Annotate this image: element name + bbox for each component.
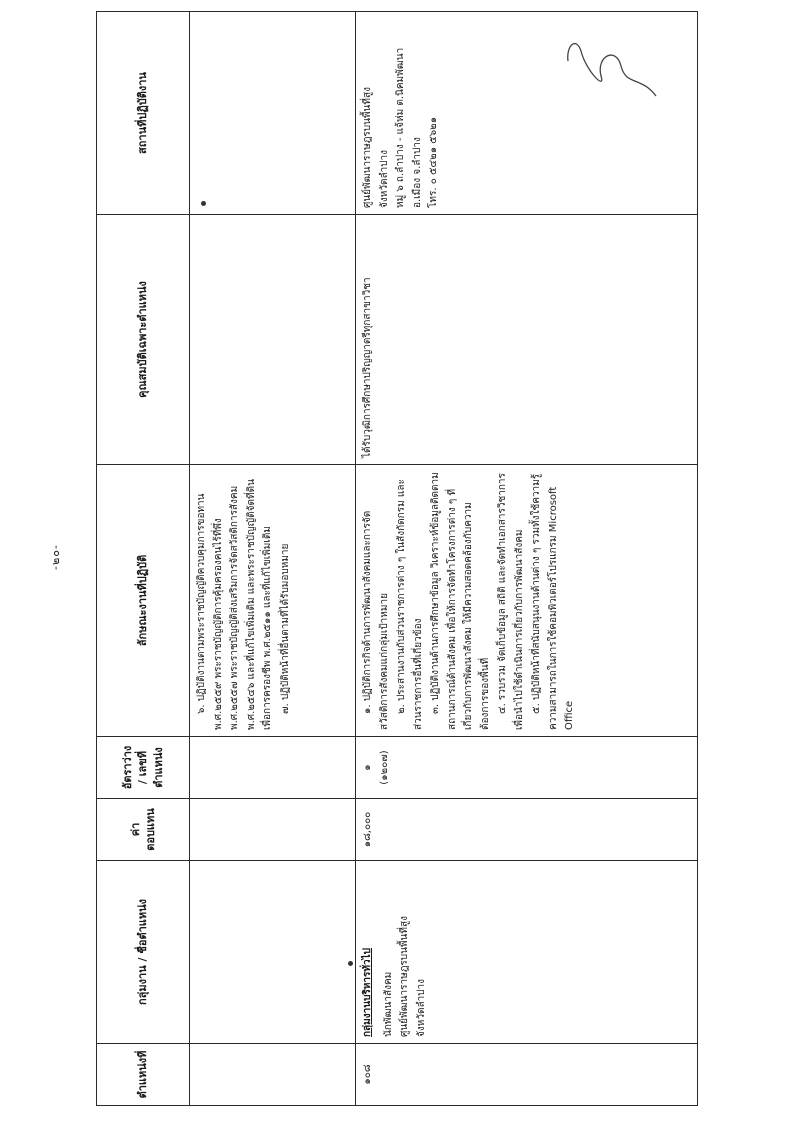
duty-item: ๔. รวบรวม จัดเก็บข้อมูล สถิติ และจัดทำเอกสารวิชาการ เพื่อนำไปใช้ดำเนินการเกี่ยวกับการพัฒนาสังคม xyxy=(497,473,525,730)
duty-item: ๕. ปฏิบัติหน้าที่สนับสนุนงานด้านต่าง ๆ รวมทั้งใช้ความรู้ความสามารถในการใช้คอมพิวเตอร์โปรแกรม Microsoft Office xyxy=(531,473,575,730)
continued-salary xyxy=(190,799,356,861)
group-cell xyxy=(356,861,698,1044)
duty-item: ๑. ปฏิบัติการกิจด้านการพัฒนาสังคมและการจัดสวัสดิการสังคมแก่กลุ่มเป้าหมาย xyxy=(362,510,390,730)
header-duties: ลักษณะงานที่ปฏิบัติ xyxy=(97,465,190,737)
table-header-row xyxy=(97,12,190,1106)
duty-item: ๒. ประสานงานกับส่วนราชการต่าง ๆ ในสังกัดกรม และส่วนราชการอื่นที่เกี่ยวข้อง xyxy=(396,479,424,730)
header-group: กลุ่มงาน / ชื่อตำแหน่ง xyxy=(97,861,190,1044)
location-line: ศูนย์พัฒนาราษฎรบนพื้นที่สูง xyxy=(362,87,373,208)
continued-rate xyxy=(190,737,356,799)
rate-cell xyxy=(356,737,698,799)
position-line: จังหวัดลำปาง xyxy=(415,978,427,1037)
position-no: ๑๐๘ xyxy=(356,1044,698,1106)
position-line: ศูนย์พัฒนาราษฎรบนพื้นที่สูง xyxy=(399,916,410,1037)
scan-dot xyxy=(348,961,353,966)
page-number: -๒๐- xyxy=(49,544,62,570)
continued-row xyxy=(190,12,356,1106)
scan-dot xyxy=(201,201,206,206)
continued-duties xyxy=(190,465,356,737)
salary: ๑๘,๐๐๐ xyxy=(356,799,698,861)
continued-duty-item: ๖. ปฏิบัติงานตามพระราชบัญญัติควบคุมการขอทาน พ.ศ.๒๕๕๙ พระราชบัญญัติการคุ้มครองคนไร้ที่พึ่ง พ.ศ.๒๕๕๗ พระราชบัญญัติส่งเสริมการจัดสวัสดิการสังคม พ.ศ.๒๕๔๖ และที่แก้ไขเพิ่มเติม และพระราชบัญญัติจัดที่ดินเพื่อการครองชีพ พ.ศ.๒๕๑๑ และที่แก้ไขเพิ่มเติม xyxy=(196,479,273,730)
location-line: อ.เมือง จ.ลำปาง xyxy=(411,137,423,208)
position-line: นักพัฒนาสังคม xyxy=(382,971,394,1037)
job-table xyxy=(96,11,698,1106)
group-title: กลุ่มงานบริหารทั่วไป xyxy=(362,948,373,1037)
header-position-no: ตำแหน่งที่ xyxy=(97,1044,190,1106)
duty-item: ๓. ปฏิบัติงานด้านการศึกษาข้อมูล วิเคราะห์ข้อมูลติดตามสถานการณ์ด้านสังคม เพื่อให้การจัดทำโครงการต่าง ๆ ที่เกี่ยวกับการพัฒนาสังคม ให้มีความสอดคล้องกับความต้องการของพื้นที่ xyxy=(430,472,491,730)
table-row xyxy=(356,12,698,1106)
header-rate: อัตราว่าง / เลขที่ตำแหน่ง xyxy=(97,737,190,799)
location-line: หมู่ ๖ ถ.ลำปาง - แจ้ห่ม ต.นิคมพัฒนา xyxy=(395,47,406,208)
location-line: โทร. ๐ ๕๔๒๑ ๕๖๒๑ xyxy=(428,116,439,208)
continued-no xyxy=(190,1044,356,1106)
continued-location xyxy=(190,12,356,215)
signature-mark xyxy=(556,26,676,106)
header-location: สถานที่ปฏิบัติงาน xyxy=(97,12,190,215)
continued-duty-item: ๗. ปฏิบัติหน้าที่อื่นตามที่ได้รับมอบหมาย xyxy=(279,543,291,714)
qualification: ได้รับวุฒิการศึกษาปริญญาตรีทุกสาขาวิชา xyxy=(356,215,698,465)
duties-cell xyxy=(356,465,698,737)
rate-count: ๑ xyxy=(362,764,373,771)
header-qualification: คุณสมบัติเฉพาะตำแหน่ง xyxy=(97,215,190,465)
continued-group xyxy=(190,861,356,1044)
continued-qualification xyxy=(190,215,356,465)
location-line: จังหวัดลำปาง xyxy=(378,149,390,208)
position-code: (๑๒๐๗) xyxy=(378,750,390,785)
header-salary: ค่าตอบแทน xyxy=(97,799,190,861)
job-table-container xyxy=(96,12,698,1106)
